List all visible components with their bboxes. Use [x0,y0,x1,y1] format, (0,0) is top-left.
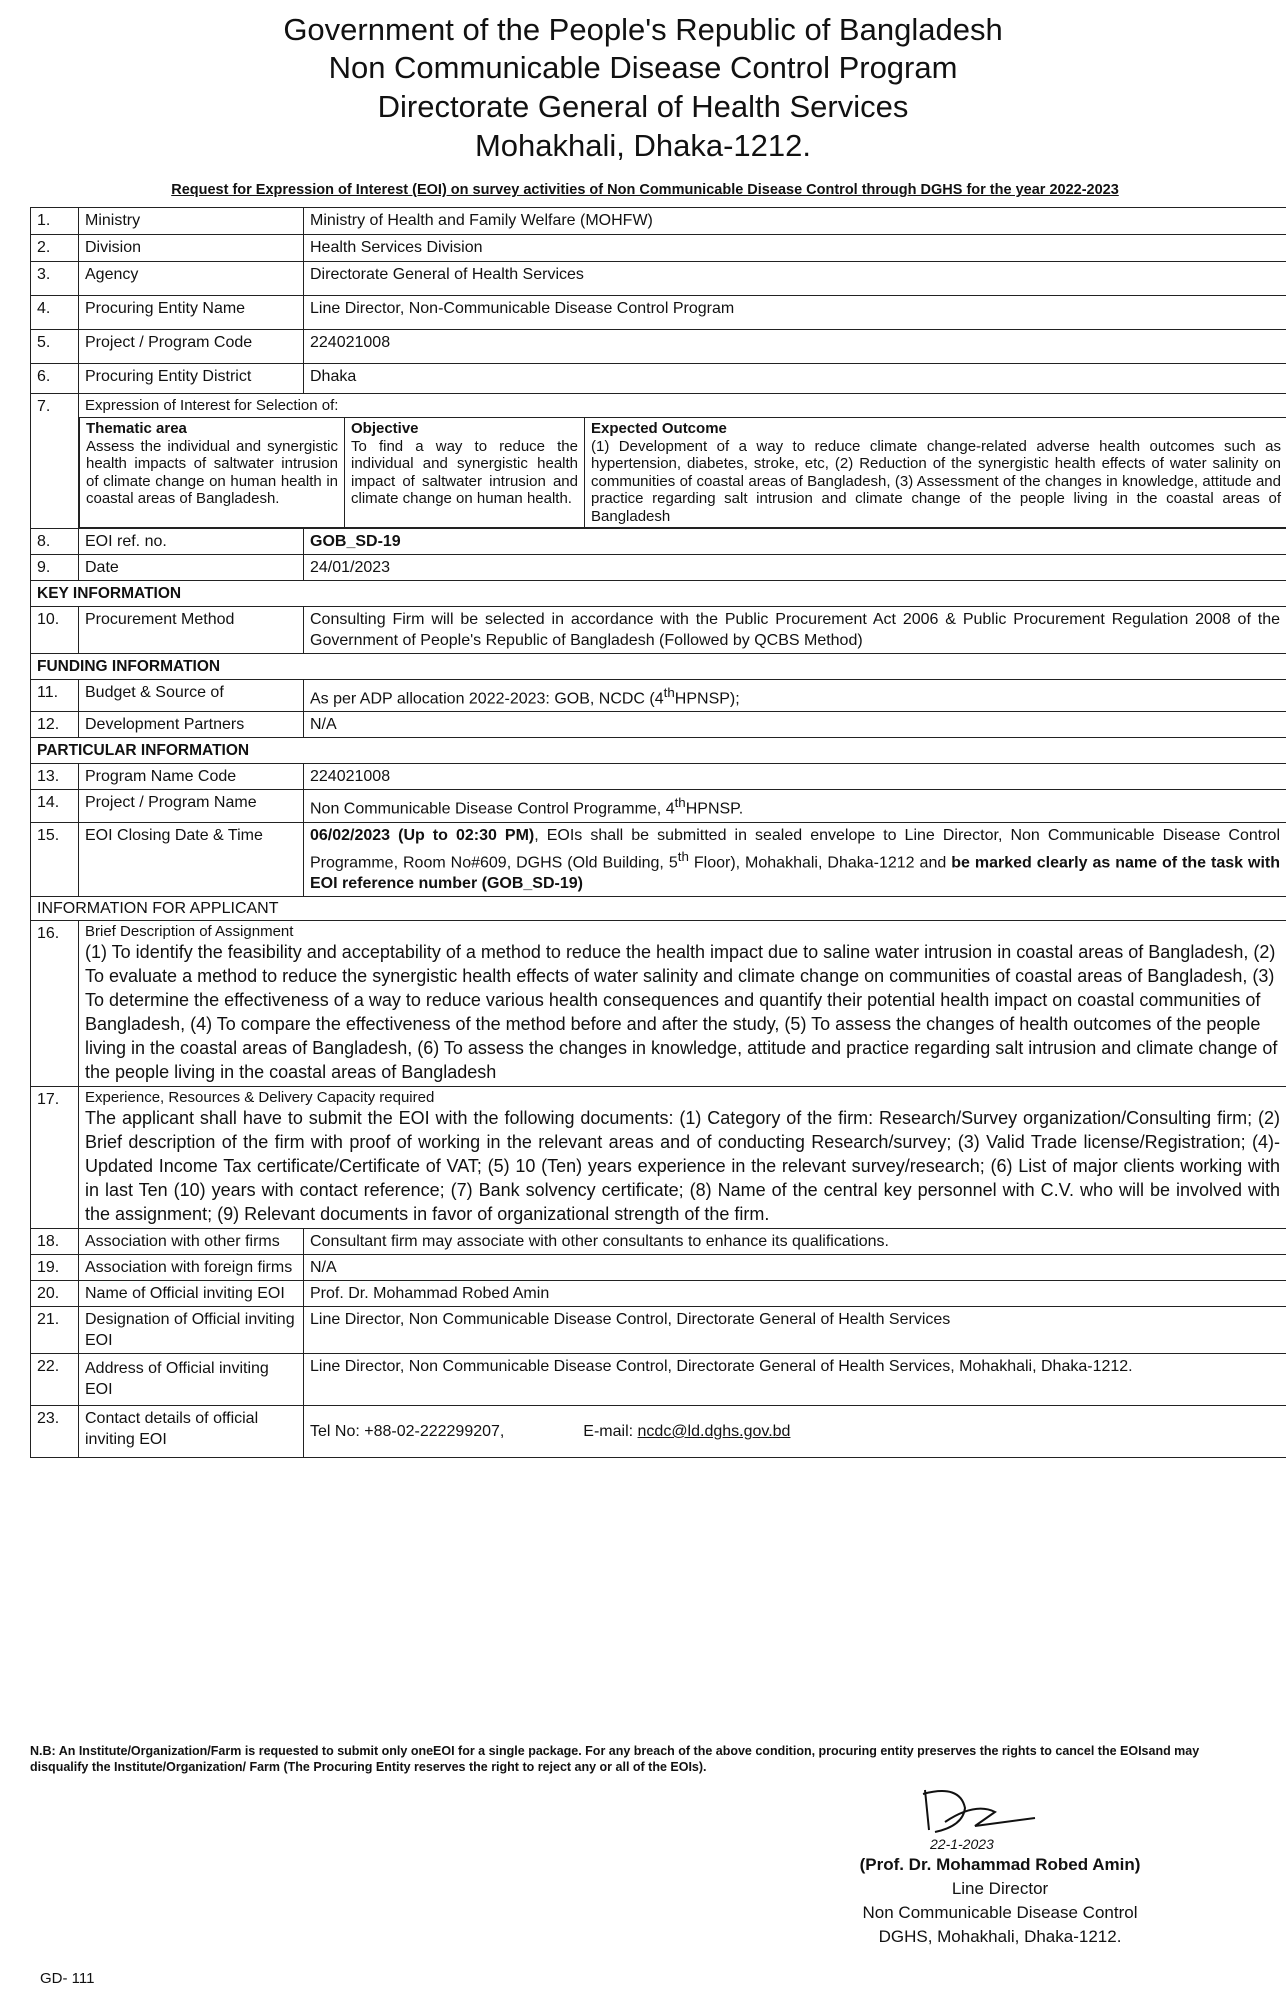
row-value: 224021008 [304,764,1286,790]
signatory-organization: Non Communicable Disease Control [862,1903,1138,1922]
row-number: 17. [31,1086,79,1228]
closing-date-value [304,822,1286,896]
row-label: Budget & Source of [79,680,304,712]
table-row [31,262,1286,296]
row-label: Association with other firms [79,1228,304,1254]
program-name-text: Non Communicable Disease Control Programme, 4 [310,800,675,818]
table-row [31,296,1286,330]
header-directorate: Directorate General of Health Services [377,89,909,124]
objective-cell [345,418,585,528]
assignment-cell [79,920,1286,1086]
information-for-applicant-heading: INFORMATION FOR APPLICANT [31,896,1286,920]
budget-text: As per ADP allocation 2022-2023: GOB, NCDC (4 [310,690,664,708]
row-number: 4. [31,296,79,330]
table-row [31,364,1286,394]
table-row [31,555,1286,581]
notice-subtitle: Request for Expression of Interest (EOI) on survey activities of Non Communicable Disease Control through DGHS for the year 2022-2023 [171,182,1119,198]
thematic-area-cell [80,418,345,528]
row-number: 3. [31,262,79,296]
row-number: 12. [31,712,79,738]
row-label: Program Name Code [79,764,304,790]
row-label: Division [79,235,304,262]
table-row [31,1280,1286,1306]
row-label: EOI Closing Date & Time [79,822,304,896]
row-number: 14. [31,790,79,822]
funding-information-heading: FUNDING INFORMATION [31,654,1286,680]
row-number: 8. [31,529,79,555]
floor-superscript: th [677,848,689,864]
selection-label: Expression of Interest for Selection of: [85,397,339,414]
row-label: Procuring Entity District [79,364,304,394]
table-row [31,1254,1286,1280]
section-heading-row [31,738,1286,764]
table-row [31,208,1286,235]
assignment-text: (1) To identify the feasibility and acceptability of a method to reduce the health impact due to saline water intrusion in coastal areas of Bangladesh, (2) To evaluate a method to reduce the synergistic health effects of water salinity and climate change on communities of coastal areas of Bangladesh, (3) To determine the effectiveness of a way to reduce various health consequences and quantify their potential health impact on coastal communities of Bangladesh, (4) To compare the effectiveness of the method before and after the study, (5) To assess the changes of health outcomes of the people living in the coastal areas of Bangladesh, (6) To assess the changes in knowledge, attitude and practice regarding salt intrusion and climate change of the people living in the coastal areas of Bangladesh [85,941,1278,1082]
row-number: 2. [31,235,79,262]
row-number: 16. [31,920,79,1086]
row-label: Development Partners [79,712,304,738]
header-government: Government of the People's Republic of Bangladesh [283,12,1003,47]
header-address: Mohakhali, Dhaka-1212. [474,128,812,163]
program-name-text-end: HPNSP. [685,800,744,818]
experience-cell [79,1086,1286,1228]
table-row [31,1228,1286,1254]
table-row [31,712,1286,738]
selection-cell [79,394,1286,529]
selection-subtable [79,417,1286,528]
program-name-superscript: th [674,795,686,811]
date-value: 24/01/2023 [304,555,1286,581]
row-label: Agency [79,262,304,296]
section-heading-row [31,654,1286,680]
row-label: Procurement Method [79,607,304,654]
experience-text: The applicant shall have to submit the EOI with the following documents: (1) Category of the firm: Research/Survey organization/Consulting firm; (2) Brief description of the firm with proof of working in the relevant areas and of conducting Research/survey; (3) Valid Trade license/Registration; (4)-Updated Income Tax certificate/Certificate of VAT; (5) 10 (Ten) years experience in the relevant survey/research; (6) List of major clients working with in last Ten (10) years with contact reference; (7) Bank solvency certificate; (8) Name of the central key personnel with C.V. who will be involved with the assignment; (9) Relevant documents in favor of organizational strength of the firm. [85,1107,1280,1224]
row-label: Address of Official inviting EOI [79,1353,304,1405]
header-program: Non Communicable Disease Control Program [328,50,958,85]
row-number: 13. [31,764,79,790]
row-value: Line Director, Non-Communicable Disease Control Program [304,296,1286,330]
thematic-area-heading: Thematic area [86,420,187,437]
row-value: 224021008 [304,330,1286,364]
table-row [31,790,1286,822]
row-label: Designation of Official inviting EOI [79,1306,304,1353]
section-heading-row [31,581,1286,607]
expected-outcome-cell [585,418,1286,528]
row-value: Ministry of Health and Family Welfare (MOHFW) [304,208,1286,235]
table-row-assignment [31,920,1286,1086]
closing-date-bold-2: be marked clearly as name of the task with EOI reference number (GOB_SD-19) [310,853,1281,892]
table-row [31,607,1286,654]
row-number: 6. [31,364,79,394]
table-row [31,764,1286,790]
assignment-label: Brief Description of Assignment [85,922,294,940]
particular-information-heading: PARTICULAR INFORMATION [31,738,1286,764]
program-name-value [304,790,1286,822]
closing-date-text-2: Floor), Mohakhali, Dhaka-1212 and [688,853,952,871]
table-row [31,330,1286,364]
email-link[interactable]: ncdc@ld.dghs.gov.bd [637,1422,791,1440]
closing-date-bold: 06/02/2023 (Up to 02:30 PM) [310,826,535,844]
row-value: Prof. Dr. Mohammad Robed Amin [304,1280,1286,1306]
row-label: Contact details of official inviting EOI [79,1405,304,1457]
footer-code: GD- 111 [40,1970,95,1987]
thematic-area-text: Assess the individual and synergistic health impacts of saltwater intrusion of climate change on human health in coastal areas of Bangladesh. [86,437,338,507]
objective-heading: Objective [351,420,419,437]
key-information-heading: KEY INFORMATION [31,581,1286,607]
table-row [31,1353,1286,1405]
table-row [31,1405,1286,1457]
row-label: Name of Official inviting EOI [79,1280,304,1306]
table-row [31,680,1286,712]
row-number: 20. [31,1280,79,1306]
table-row [31,1306,1286,1353]
signatory-name: (Prof. Dr. Mohammad Robed Amin) [859,1855,1141,1874]
row-number: 21. [31,1306,79,1353]
row-label: Association with foreign firms [79,1254,304,1280]
row-number: 7. [31,394,79,529]
row-number: 23. [31,1405,79,1457]
contact-details-value [304,1405,1286,1457]
row-label: Project / Program Code [79,330,304,364]
eoi-table [30,207,1286,1458]
row-value: N/A [304,1254,1286,1280]
row-number: 15. [31,822,79,896]
telephone-number: Tel No: +88-02-222299207, [310,1422,505,1440]
signatory-title: Line Director [951,1879,1049,1898]
row-value: Health Services Division [304,235,1286,262]
row-number: 10. [31,607,79,654]
procurement-method-value: Consulting Firm will be selected in accordance with the Public Procurement Act 2006 & Public Procurement Regulation 2008 of the Government of People's Republic of Bangladesh (Followed by QCBS Method) [304,607,1286,654]
signatory-address: DGHS, Mohakhali, Dhaka-1212. [878,1927,1122,1946]
row-label: Project / Program Name [79,790,304,822]
closing-date-text: , EOIs shall be submitted in sealed envelope to Line Director, Non Communicable Disease Control Programme, Room No#609, DGHS (Old Building, 5 [310,826,1281,871]
row-value: Line Director, Non Communicable Disease Control, Directorate General of Health Services, Mohakhali, Dhaka-1212. [304,1353,1286,1405]
row-value: Consultant firm may associate with other consultants to enhance its qualifications. [304,1228,1286,1254]
row-number: 19. [31,1254,79,1280]
expected-outcome-heading: Expected Outcome [591,420,727,437]
row-number: 11. [31,680,79,712]
signature-date: 22-1-2023 [930,1836,994,1852]
table-row-selection [31,394,1286,529]
table-row-experience [31,1086,1286,1228]
experience-label: Experience, Resources & Delivery Capacity required [85,1088,435,1106]
objective-text: To find a way to reduce the individual and synergistic health impact of saltwater intrusion and climate change on human health. [351,437,578,507]
row-number: 5. [31,330,79,364]
section-heading-row [31,896,1286,920]
email-label: E-mail: [583,1422,634,1440]
table-row [31,529,1286,555]
eoi-ref-value: GOB_SD-19 [304,529,1286,555]
expected-outcome-text: (1) Development of a way to reduce climate change-related adverse health outcomes such as hypertension, diabetes, stroke, etc, (2) Reduction of the synergistic health effects of water salinity on communities of coastal areas of Bangladesh, (3) Assessment of the changes in knowledge, attitude and practice regarding salt intrusion and climate change of the people living in the coastal areas of Bangladesh [591,437,1281,525]
row-number: 22. [31,1353,79,1405]
row-label: Date [79,555,304,581]
row-label: Ministry [79,208,304,235]
row-value: Directorate General of Health Services [304,262,1286,296]
row-label: Procuring Entity Name [79,296,304,330]
row-value: N/A [304,712,1286,738]
row-value: Dhaka [304,364,1286,394]
row-number: 9. [31,555,79,581]
row-number: 18. [31,1228,79,1254]
budget-superscript: th [663,685,675,700]
table-row [31,235,1286,262]
note-text: N.B: An Institute/Organization/Farm is requested to submit only oneEOI for a single package. For any breach of the above condition, procuring entity preserves the rights to cancel the EOIsand may disqualify the Institute/Organization/ Farm (The Procuring Entity reserves the right to reject any or all of the EOIs). [30,1744,1200,1774]
row-number: 1. [31,208,79,235]
budget-text-end: HPNSP); [674,690,740,708]
row-value: Line Director, Non Communicable Disease Control, Directorate General of Health Services [304,1306,1286,1353]
budget-value [304,680,1286,712]
table-row [31,822,1286,896]
row-label: EOI ref. no. [79,529,304,555]
